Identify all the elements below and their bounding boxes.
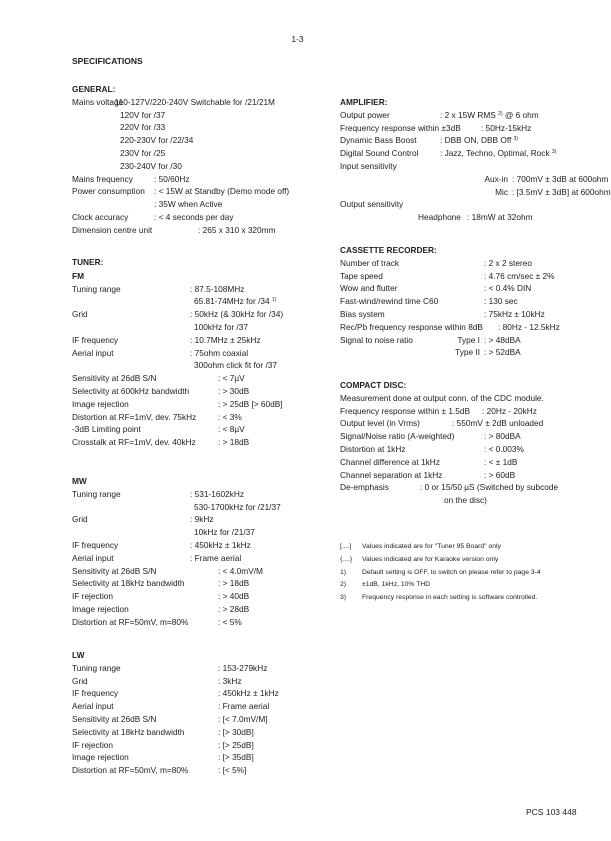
cd-freq-row xyxy=(340,405,590,418)
mw-spec-label: Aerial input xyxy=(72,552,114,563)
mw-spec-value xyxy=(218,565,263,578)
lw-spec-row xyxy=(72,700,327,713)
cassette-spec-label: Bias system xyxy=(340,308,385,319)
mw-spec-value-text: : 9kHz xyxy=(190,514,214,525)
mw-spec-label: Tuning range xyxy=(72,488,121,499)
general-spec-value xyxy=(154,211,234,224)
fm-spec-value xyxy=(194,359,277,372)
mw-spec-value xyxy=(218,603,249,616)
lw-spec-value xyxy=(218,700,269,713)
mw-spec-row xyxy=(72,526,327,539)
lw-spec-value-text: : 153-279kHz xyxy=(218,662,268,673)
mw-spec-label: Grid xyxy=(72,514,88,525)
general-spec-value-text: : 265 x 310 x 320mm xyxy=(198,224,276,235)
mw-spec-label: Sensitivity at 26dB S/N xyxy=(72,565,157,576)
type1-value: : > 48dBA xyxy=(484,334,521,345)
amplifier-spec-value xyxy=(440,109,539,122)
cd-spec-value-text: : > 60dB xyxy=(484,469,516,480)
lw-section xyxy=(72,648,327,777)
deemphasis-label: De-emphasis xyxy=(340,482,389,493)
fm-spec-value xyxy=(218,423,245,436)
cd-level-row xyxy=(340,417,590,430)
amplifier-spec-value xyxy=(481,122,531,135)
mw-spec-row xyxy=(72,603,327,616)
cassette-spec-label: Wow and flutter xyxy=(340,283,398,294)
lw-spec-value xyxy=(218,687,279,700)
general-spec-row xyxy=(72,160,327,173)
cassette-spec-label: Number of track xyxy=(340,257,400,268)
general-spec-value-text: 220-230V for /22/34 xyxy=(120,135,194,146)
cassette-spec-value xyxy=(484,282,531,295)
amplifier-section xyxy=(340,96,611,224)
amplifier-spec-value-text: : 50Hz-15kHz xyxy=(481,122,532,133)
fm-spec-value-text: : < 3% xyxy=(218,411,242,422)
mw-spec-value xyxy=(190,539,251,552)
amplifier-spec-row xyxy=(340,122,590,135)
lw-spec-value xyxy=(218,739,254,752)
mw-spec-row xyxy=(72,501,327,514)
fm-spec-label: Image rejection xyxy=(72,398,129,409)
mw-spec-row xyxy=(72,590,327,603)
cd-spec-value-text: : < 0.003% xyxy=(484,443,524,454)
mw-spec-value xyxy=(190,513,214,526)
fm-spec-label: Distortion at RF=1mV, dev. 75kHz xyxy=(72,411,197,422)
mw-spec-label: Selectivity at 18kHz bandwidth xyxy=(72,578,185,589)
amplifier-spec-value xyxy=(440,147,556,160)
fm-spec-value xyxy=(218,436,249,449)
fm-spec-row xyxy=(72,411,327,424)
general-spec-value xyxy=(120,134,193,147)
fm-spec-label: Crosstalk at RF=1mV, dev. 40kHz xyxy=(72,437,196,448)
mic-value: : [3.5mV ± 3dB] at 600ohm xyxy=(512,186,611,197)
footnote-mark: [....] xyxy=(340,543,352,550)
amplifier-spec-label: Digital Sound Control xyxy=(340,148,419,159)
cassette-section xyxy=(340,244,590,359)
amplifier-title: AMPLIFIER: xyxy=(340,97,388,107)
mw-spec-label: IF rejection xyxy=(72,591,114,602)
lw-spec-row xyxy=(72,751,327,764)
lw-spec-value-text: : [> 35dB] xyxy=(218,752,254,763)
mw-spec-value xyxy=(194,526,255,539)
amplifier-spec-row xyxy=(340,109,590,122)
mw-spec-row xyxy=(72,565,327,578)
amplifier-spec-value-text: : 2 x 15W RMS xyxy=(440,109,496,120)
footnote-row xyxy=(340,567,590,580)
footnote-text: Frequency response in each setting is software controlled. xyxy=(362,594,538,602)
lw-spec-value xyxy=(218,662,267,675)
amplifier-spec-label: Input sensitivity xyxy=(340,160,397,171)
lw-spec-value xyxy=(218,751,254,764)
deemphasis-row-2 xyxy=(340,494,590,507)
general-spec-row xyxy=(72,173,327,186)
fm-spec-value xyxy=(218,385,249,398)
general-spec-row xyxy=(72,224,327,237)
lw-spec-value xyxy=(218,675,242,688)
fm-spec-label: Selectivity at 600kHz bandwidth xyxy=(72,385,190,396)
footnote-mark: 2) xyxy=(340,581,347,589)
fm-spec-value xyxy=(218,398,283,411)
footnote-text: ±1dB, 1kHz, 10% THD xyxy=(362,581,431,589)
footnote-mark: {....} xyxy=(340,555,353,563)
cd-spec-label: Signal/Noise ratio (A-weighted) xyxy=(340,431,455,442)
general-spec-row xyxy=(72,198,327,211)
mic-row xyxy=(340,186,611,199)
tuner-title: TUNER: xyxy=(72,257,104,267)
cd-spec-value xyxy=(484,443,524,456)
mw-spec-value xyxy=(194,501,281,514)
cassette-spec-row xyxy=(340,282,590,295)
fm-spec-value xyxy=(194,295,276,308)
mw-spec-value-text: : 450kHz ± 1kHz xyxy=(190,539,251,550)
general-spec-row xyxy=(72,96,327,109)
fm-spec-value-text: : < 7µV xyxy=(218,373,245,384)
fm-spec-value xyxy=(190,347,248,360)
fm-spec-value-text: : 87.5-108MHz xyxy=(190,283,245,294)
compact-disc-title: COMPACT DISC: xyxy=(340,380,407,390)
general-spec-value xyxy=(120,109,165,122)
general-section xyxy=(72,83,327,237)
fm-spec-row xyxy=(72,436,327,449)
fm-spec-value-text: : > 18dB xyxy=(218,437,250,448)
mic-label: Mic xyxy=(495,186,508,197)
aux-in-value: : 700mV ± 3dB at 600ohm xyxy=(512,173,609,184)
cassette-spec-value xyxy=(484,295,518,308)
deemphasis-value: : 0 or 15/50 µS (Switched by subcode xyxy=(420,482,559,493)
general-spec-value xyxy=(120,147,165,160)
mw-spec-value-text: : > 18dB xyxy=(218,578,250,589)
headphone-row xyxy=(340,211,590,224)
type2-label: Type II xyxy=(455,347,480,358)
fm-spec-value-text: 100kHz for /37 xyxy=(194,321,248,332)
lw-spec-value-text: : [< 5%] xyxy=(218,765,247,776)
lw-spec-label: Distortion at RF=50mV, m=80% xyxy=(72,765,189,776)
lw-spec-value-text: : 450kHz ± 1kHz xyxy=(218,688,279,699)
lw-spec-label: Grid xyxy=(72,675,88,686)
cd-spec-value xyxy=(484,430,521,443)
lw-spec-row xyxy=(72,662,327,675)
footnote-marker: 2) xyxy=(498,110,503,117)
fm-title: FM xyxy=(72,270,84,281)
lw-spec-row xyxy=(72,687,327,700)
lw-spec-row xyxy=(72,713,327,726)
mw-spec-value-text: : < 5% xyxy=(218,616,242,627)
fm-spec-row xyxy=(72,385,327,398)
fm-spec-value-text: : > 25dB [> 60dB] xyxy=(218,398,283,409)
lw-spec-value xyxy=(218,713,268,726)
footnote-mark: 3) xyxy=(340,594,347,602)
mw-spec-value-text: 10kHz for /21/37 xyxy=(194,527,255,538)
amplifier-spec-value xyxy=(440,134,518,147)
mw-spec-value xyxy=(190,552,241,565)
deemphasis-value-2: on the disc) xyxy=(444,495,487,506)
cd-spec-row xyxy=(340,430,590,443)
footnote-row xyxy=(340,541,590,554)
cassette-spec-value-text: : < 0.4% DIN xyxy=(484,283,532,294)
general-spec-value-text: : < 4 seconds per day xyxy=(154,211,234,222)
aux-in-label: Aux-in xyxy=(484,173,508,184)
mw-spec-value-text: : 531-1602kHz xyxy=(190,488,244,499)
general-spec-value xyxy=(120,121,165,134)
lw-spec-label: Aerial input xyxy=(72,701,114,712)
lw-spec-label: IF rejection xyxy=(72,739,114,750)
fm-spec-row xyxy=(72,308,327,321)
snr-type1-row xyxy=(340,334,590,347)
footnote-text: Values indicated are for Karaoke version only xyxy=(362,555,499,563)
general-spec-value xyxy=(110,96,275,109)
fm-spec-row xyxy=(72,321,327,334)
lw-spec-value-text: : [> 30dB] xyxy=(218,726,254,737)
cassette-spec-label: Tape speed xyxy=(340,270,383,281)
general-spec-value-text: : 35W when Active xyxy=(154,199,223,210)
lw-spec-label: Tuning range xyxy=(72,662,121,673)
general-spec-value-text: 230V for /25 xyxy=(120,147,166,158)
recpb-label: Rec/Pb frequency response within 8dB xyxy=(340,321,483,332)
mw-spec-value xyxy=(218,616,242,629)
amplifier-spec-row xyxy=(340,147,590,160)
document-code: PCS 103 448 xyxy=(526,807,577,817)
footnote-row xyxy=(340,579,590,592)
cassette-spec-value-text: : 4.76 cm/sec ± 2% xyxy=(484,270,555,281)
cd-intro: Measurement done at output conn. of the CDC module. xyxy=(340,392,544,403)
cassette-spec-value-text: : 75kHz ± 10kHz xyxy=(484,308,545,319)
general-spec-value xyxy=(154,198,222,211)
cd-spec-label: Channel separation at 1kHz xyxy=(340,469,443,480)
fm-spec-value xyxy=(190,308,283,321)
cassette-title: CASSETTE RECORDER: xyxy=(340,245,437,255)
amplifier-spec-label: Dynamic Bass Boost xyxy=(340,135,417,146)
lw-spec-value-text: : Frame aerial xyxy=(218,701,270,712)
cassette-spec-value xyxy=(484,257,532,270)
amplifier-spec-row xyxy=(340,160,590,173)
fm-spec-value-text: : 75ohm coaxial xyxy=(190,347,249,358)
cd-spec-row xyxy=(340,456,590,469)
fm-spec-value xyxy=(190,334,261,347)
fm-spec-value-text: : > 30dB xyxy=(218,385,250,396)
fm-spec-label: Tuning range xyxy=(72,283,121,294)
amplifier-spec-label: Frequency response within ±3dB xyxy=(340,122,461,133)
fm-spec-label: Grid xyxy=(72,309,88,320)
deemphasis-row xyxy=(340,481,590,494)
general-spec-row xyxy=(72,134,327,147)
fm-spec-value-text: 65.81-74MHz for /34 xyxy=(194,296,270,307)
cd-spec-row xyxy=(340,469,590,482)
mw-spec-row xyxy=(72,552,327,565)
mw-spec-value xyxy=(218,577,249,590)
footnote-marker: 3) xyxy=(513,136,519,143)
cassette-spec-value xyxy=(484,308,545,321)
fm-spec-label: -3dB Limiting point xyxy=(72,424,141,435)
fm-spec-row xyxy=(72,398,327,411)
fm-spec-value xyxy=(218,411,242,424)
fm-spec-label: Sensitivity at 26dB S/N xyxy=(72,373,157,384)
general-spec-label: Power consumption xyxy=(72,186,145,197)
fm-spec-label: IF frequency xyxy=(72,334,119,345)
mw-spec-label: Distortion at RF=50mV, m=80% xyxy=(72,616,189,627)
compact-disc-section xyxy=(340,379,590,507)
lw-title: LW xyxy=(72,650,85,660)
general-spec-value xyxy=(154,185,289,198)
cassette-spec-value-text: : 2 x 2 stereo xyxy=(484,257,532,268)
fm-spec-row xyxy=(72,359,327,372)
mw-spec-value-text: : > 28dB xyxy=(218,603,250,614)
general-spec-value xyxy=(120,160,182,173)
fm-spec-value-text: : 10.7MHz ± 25kHz xyxy=(190,334,261,345)
lw-spec-label: Sensitivity at 26dB S/N xyxy=(72,713,157,724)
mw-spec-row xyxy=(72,616,327,629)
fm-spec-label: Aerial input xyxy=(72,347,114,358)
cd-spec-value-text: : < ± 1dB xyxy=(484,456,518,467)
mw-spec-row xyxy=(72,513,327,526)
cassette-spec-row xyxy=(340,308,590,321)
general-title: GENERAL: xyxy=(72,84,116,94)
footnote-marker: 3) xyxy=(551,149,557,156)
lw-spec-row xyxy=(72,726,327,739)
mw-spec-label: Image rejection xyxy=(72,603,129,614)
document-heading: SPECIFICATIONS xyxy=(72,56,143,66)
general-spec-value-text: : 50/60Hz xyxy=(154,173,190,184)
general-spec-row xyxy=(72,211,327,224)
cd-spec-label: Distortion at 1kHz xyxy=(340,443,406,454)
mw-spec-value xyxy=(190,488,244,501)
lw-spec-value-text: : [< 7.0mV/M] xyxy=(218,713,268,724)
headphone-label: Headphone xyxy=(418,212,461,223)
lw-spec-row xyxy=(72,739,327,752)
amplifier-spec-value-text: : Jazz, Techno, Optimal, Rock xyxy=(440,148,550,159)
fm-spec-row xyxy=(72,347,327,360)
amplifier-spec-row xyxy=(340,134,590,147)
general-spec-value-text: 120V for /37 xyxy=(120,109,166,120)
fm-spec-value-text: 300ohm click fit for /37 xyxy=(194,360,278,371)
fm-spec-value-text: : < 8µV xyxy=(218,424,245,435)
output-sensitivity-row xyxy=(340,198,590,211)
mw-section xyxy=(72,474,327,629)
footnote-text: Values indicated are for "Tuner 95 Board" only xyxy=(362,543,501,550)
general-spec-row xyxy=(72,109,327,122)
cd-freq-value: : 20Hz - 20kHz xyxy=(482,405,537,416)
lw-spec-label: Image rejection xyxy=(72,752,129,763)
general-spec-value-text: 220V for /33 xyxy=(120,122,166,133)
amplifier-spec-value-text: : DBB ON, DBB Off xyxy=(440,135,512,146)
mw-title: MW xyxy=(72,476,87,486)
mw-spec-row xyxy=(72,577,327,590)
tuner-section xyxy=(72,256,327,449)
cassette-spec-row xyxy=(340,270,590,283)
mw-spec-row xyxy=(72,539,327,552)
page-number: 1-3 xyxy=(291,34,304,44)
fm-spec-value-text: : 50kHz (& 30kHz for /34) xyxy=(190,309,284,320)
output-sensitivity-label: Output sensitivity xyxy=(340,199,404,210)
snr-label: Signal to noise ratio xyxy=(340,334,413,345)
general-spec-value-text: 230-240V for /30 xyxy=(120,160,182,171)
mw-spec-value xyxy=(218,590,249,603)
footnote-mark: 1) xyxy=(340,568,347,576)
general-spec-value xyxy=(154,173,190,186)
lw-spec-value-text: : [> 25dB] xyxy=(218,739,254,750)
general-spec-label: Clock accuracy xyxy=(72,211,129,222)
general-spec-label: Mains voltage xyxy=(72,96,124,107)
lw-spec-row xyxy=(72,764,327,777)
fm-spec-row xyxy=(72,423,327,436)
mw-spec-row xyxy=(72,488,327,501)
general-spec-row xyxy=(72,121,327,134)
cd-level-value: : 550mV ± 2dB unloaded xyxy=(452,418,544,429)
mw-spec-label: IF frequency xyxy=(72,539,119,550)
cassette-spec-label: Fast-wind/rewind time C60 xyxy=(340,296,439,307)
cd-intro-row xyxy=(340,392,590,405)
footnote-text: Default setting is OFF, to switch on please refer to page 3-4 xyxy=(362,568,541,576)
general-spec-label: Dimension centre unit xyxy=(72,224,153,235)
cassette-spec-row xyxy=(340,295,590,308)
general-spec-value-text: : < 15W at Standby (Demo mode off) xyxy=(154,186,290,197)
general-spec-row xyxy=(72,185,327,198)
fm-spec-row xyxy=(72,283,327,296)
headphone-value: : 18mW at 32ohm xyxy=(467,212,533,223)
lw-spec-label: IF frequency xyxy=(72,688,119,699)
type2-value: : > 52dBA xyxy=(484,347,521,358)
general-spec-value xyxy=(198,224,275,237)
mw-spec-value-text: : > 40dB xyxy=(218,591,250,602)
lw-spec-value xyxy=(218,764,246,777)
amplifier-spec-value-tail: @ 6 ohm xyxy=(504,109,539,120)
cd-freq-label: Frequency response within ± 1.5dB xyxy=(340,405,470,416)
fm-spec-value xyxy=(218,372,245,385)
cd-spec-value xyxy=(484,469,515,482)
lw-spec-row xyxy=(72,675,327,688)
footnote-marker: 1) xyxy=(271,297,277,304)
amplifier-spec-label: Output power xyxy=(340,109,390,120)
lw-spec-value xyxy=(218,726,254,739)
general-spec-value-text: : 110-127V/220-240V Switchable for /21/21M xyxy=(110,96,275,107)
general-spec-label: Mains frequency xyxy=(72,173,133,184)
cd-level-label: Output level (in Vrms) xyxy=(340,418,420,429)
cd-spec-label: Channel difference at 1kHz xyxy=(340,456,440,467)
cassette-spec-value-text: : 130 sec xyxy=(484,296,518,307)
cd-spec-value-text: : > 80dBA xyxy=(484,431,521,442)
type1-label: Type I xyxy=(457,334,480,345)
cd-spec-value xyxy=(484,456,517,469)
fm-spec-row xyxy=(72,372,327,385)
snr-type2-row xyxy=(340,346,590,359)
recpb-value: : 80Hz - 12.5kHz xyxy=(498,321,560,332)
footnotes xyxy=(340,541,590,605)
cassette-spec-value xyxy=(484,270,555,283)
mw-spec-value-text: 530-1700kHz for /21/37 xyxy=(194,501,281,512)
footnote-row xyxy=(340,592,590,605)
recpb-row xyxy=(340,321,590,334)
cd-spec-row xyxy=(340,443,590,456)
fm-spec-row xyxy=(72,295,327,308)
aux-in-row xyxy=(340,173,609,186)
lw-spec-label: Selectivity at 18kHz bandwidth xyxy=(72,726,185,737)
mw-spec-value-text: : < 4.0mV/M xyxy=(218,565,263,576)
fm-spec-row xyxy=(72,334,327,347)
footnote-row xyxy=(340,554,590,567)
lw-spec-value-text: : 3kHz xyxy=(218,675,242,686)
general-spec-row xyxy=(72,147,327,160)
fm-spec-value xyxy=(194,321,248,334)
fm-spec-value xyxy=(190,283,244,296)
cassette-spec-row xyxy=(340,257,590,270)
mw-spec-value-text: : Frame aerial xyxy=(190,552,242,563)
